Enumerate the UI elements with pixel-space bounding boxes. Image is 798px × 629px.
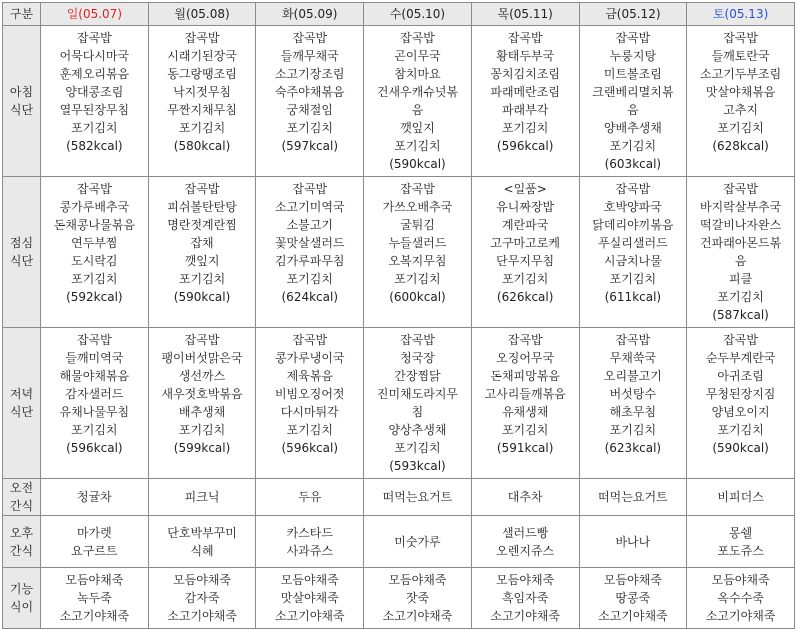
menu-item: 오징어무국: [496, 351, 555, 365]
menu-item: 오복지무침: [388, 254, 447, 268]
menu-item: 낙지젓무침: [173, 85, 232, 99]
menu-item: 생선까스: [178, 369, 226, 383]
row-label-text: 식단: [9, 254, 34, 268]
menu-item: 파래부각: [501, 103, 549, 117]
row-label-text: 식이: [9, 600, 34, 614]
meal-row-snack-pm: [3, 516, 795, 568]
menu-item: 양념오이지: [711, 405, 770, 419]
menu-item: 파래메란조림: [490, 85, 560, 99]
menu-item: 잡곡밥: [400, 31, 435, 45]
header-row: [3, 3, 795, 26]
row-label-text: 아침: [9, 85, 34, 99]
menu-item: 잡곡밥: [76, 333, 112, 347]
menu-item: 청국장: [400, 351, 435, 365]
menu-item: 떠먹는요거트: [598, 490, 668, 504]
menu-cell-snack-pm-sun: [41, 516, 149, 568]
row-label-text: 식단: [9, 103, 34, 117]
menu-cell-func-tue: [256, 568, 364, 629]
menu-item: 음: [734, 254, 747, 268]
menu-item: 고구마고로케: [490, 236, 560, 250]
menu-cell-lunch-thu: [471, 177, 579, 328]
menu-item: (628kcal): [712, 139, 769, 153]
menu-item: 시래기된장국: [167, 49, 237, 63]
menu-item: 바나나: [615, 534, 651, 549]
menu-item: 고추지: [723, 103, 758, 117]
menu-item: 명란젓계란찜: [167, 218, 237, 232]
menu-item: (590kcal): [173, 290, 231, 304]
menu-cell-snack-am-wed: [364, 479, 472, 516]
menu-body: [3, 26, 795, 629]
menu-item: 포기김치: [717, 121, 764, 135]
menu-cell-lunch-tue: [256, 177, 364, 328]
menu-item: 음: [411, 103, 424, 117]
menu-cell-dinner-sat: [687, 328, 795, 479]
menu-item: 맛살야채볶음: [705, 85, 776, 99]
menu-item: 감자샐러드: [65, 387, 124, 401]
row-label-text: 오전: [9, 481, 34, 495]
day-header-sat: 토(05.13): [687, 3, 795, 26]
menu-item: 푸실리샐러드: [598, 236, 668, 250]
menu-item: 모듬야채죽: [280, 573, 339, 587]
menu-item: 마가렛: [76, 525, 112, 540]
day-header-sun: 일(05.07): [41, 3, 149, 26]
menu-item: 순두부계란국: [705, 351, 776, 365]
menu-item: 소고기야채죽: [167, 609, 237, 623]
menu-item: 피쉬볼탄탄탕: [167, 200, 237, 214]
menu-item: 피크닉: [184, 490, 220, 504]
menu-item: 무청된장지짐: [705, 387, 776, 401]
menu-item: 녹두죽: [76, 591, 112, 605]
menu-item: (590kcal): [712, 441, 769, 455]
meal-row-breakfast: [3, 26, 795, 177]
menu-cell-dinner-fri: [579, 328, 687, 479]
menu-item: 가쓰오배추국: [382, 200, 453, 214]
menu-item: 숙주야채볶음: [274, 85, 345, 99]
menu-item: (623kcal): [604, 441, 662, 455]
menu-item: 포기김치: [609, 139, 657, 153]
menu-item: (593kcal): [389, 459, 446, 473]
menu-item: 굴튀김: [400, 218, 435, 232]
menu-item: 잡채: [190, 236, 214, 250]
menu-cell-lunch-sun: [41, 177, 149, 328]
menu-item: 잡곡밥: [507, 31, 543, 45]
menu-item: 곤이무국: [394, 49, 441, 63]
menu-item: 사과쥬스: [286, 543, 333, 558]
menu-item: 침: [411, 405, 424, 419]
menu-item: 포기김치: [71, 272, 118, 286]
menu-item: 해초무침: [609, 405, 657, 419]
day-header-wed: 수(05.10): [364, 3, 472, 26]
menu-item: 잡곡밥: [615, 333, 651, 347]
menu-item: 닭데리야끼볶음: [592, 218, 674, 232]
menu-item: 미숫가루: [394, 534, 441, 549]
menu-item: 해물야채볶음: [59, 369, 130, 383]
menu-item: 진미채도라지무: [376, 387, 459, 401]
menu-item: 포기김치: [178, 121, 226, 135]
menu-item: 포기김치: [71, 121, 118, 135]
menu-item: 포도쥬스: [717, 543, 764, 558]
menu-item: 팽이버섯맑은국: [161, 351, 243, 365]
menu-item: (626kcal): [496, 290, 554, 304]
menu-cell-snack-pm-mon: [148, 516, 256, 568]
menu-cell-breakfast-sun: [41, 26, 149, 177]
menu-cell-dinner-mon: [148, 328, 256, 479]
menu-item: 모듬야채죽: [603, 573, 662, 587]
menu-item: 꽁치김치조림: [490, 67, 560, 81]
menu-cell-dinner-tue: [256, 328, 364, 479]
menu-item: 바지락살부추국: [700, 200, 782, 214]
menu-item: 시금치나물: [603, 254, 662, 268]
menu-item: (591kcal): [496, 441, 554, 455]
menu-item: 제육볶음: [286, 369, 333, 383]
menu-item: 소고기야채죽: [382, 609, 453, 623]
menu-item: 들깨토란국: [711, 49, 770, 63]
menu-item: 건새우캐슈넛볶: [376, 85, 459, 99]
menu-item: 건파래아몬드볶: [700, 236, 782, 250]
menu-cell-func-fri: [579, 568, 687, 629]
day-header-thu: 목(05.11): [471, 3, 579, 26]
menu-item: 새우젓호박볶음: [161, 387, 243, 401]
menu-item: 포기김치: [501, 423, 549, 437]
menu-item: 포기김치: [609, 423, 657, 437]
menu-cell-snack-pm-tue: [256, 516, 364, 568]
menu-item: 돈채피망볶음: [490, 369, 560, 383]
menu-item: 궁채절임: [286, 103, 333, 117]
menu-cell-breakfast-fri: [579, 26, 687, 177]
row-label-text: 간식: [9, 543, 34, 558]
meal-row-snack-am: [3, 479, 795, 516]
menu-item: 감자죽: [184, 591, 220, 605]
menu-item: 배추생채: [178, 405, 226, 419]
menu-item: 포기김치: [178, 423, 226, 437]
menu-item: 소고기야채죽: [598, 609, 668, 623]
menu-item: (603kcal): [604, 157, 662, 171]
menu-item: 모듬야채죽: [496, 573, 555, 587]
menu-item: 잡곡밥: [184, 333, 220, 347]
menu-cell-dinner-wed: [364, 328, 472, 479]
menu-item: 잡곡밥: [615, 182, 651, 196]
menu-item: 동그랑땡조림: [167, 67, 237, 81]
menu-item: 잡곡밥: [184, 182, 220, 196]
menu-item: (597kcal): [281, 139, 339, 153]
row-label-snack-pm: [3, 516, 41, 568]
menu-item: (582kcal): [66, 139, 123, 153]
menu-item: (587kcal): [712, 308, 769, 322]
meal-row-lunch: [3, 177, 795, 328]
menu-item: 떠먹는요거트: [382, 490, 453, 504]
menu-item: 포기김치: [286, 272, 333, 286]
menu-item: 잣죽: [405, 591, 430, 605]
menu-item: (590kcal): [389, 157, 446, 171]
menu-item: 잡곡밥: [76, 31, 112, 45]
menu-item: 음: [627, 103, 639, 117]
menu-item: 포기김치: [501, 121, 549, 135]
row-label-breakfast: [3, 26, 41, 177]
menu-item: 카스타드: [286, 525, 333, 540]
menu-item: 고사리들깨볶음: [484, 387, 566, 401]
menu-item: 들깨미역국: [65, 351, 124, 365]
menu-item: 떡갈비나자완스: [700, 218, 782, 232]
menu-item: 소고기야채죽: [274, 609, 345, 623]
menu-item: 잡곡밥: [400, 182, 435, 196]
menu-item: (600kcal): [389, 290, 446, 304]
menu-cell-dinner-thu: [471, 328, 579, 479]
menu-item: (599kcal): [173, 441, 231, 455]
menu-item: (596kcal): [66, 441, 123, 455]
menu-item: 몽쉘: [729, 525, 753, 540]
menu-item: 비빔오징어젓: [274, 387, 345, 401]
menu-item: 어묵다시마국: [59, 49, 130, 63]
menu-cell-lunch-mon: [148, 177, 256, 328]
menu-item: 오렌지쥬스: [496, 543, 555, 558]
menu-item: 계란파국: [501, 218, 549, 232]
menu-item: 포기김치: [178, 272, 226, 286]
row-label-dinner: [3, 328, 41, 479]
menu-item: 잡곡밥: [723, 182, 758, 196]
menu-item: 간장찜닭: [394, 369, 441, 383]
menu-item: 오리불고기: [603, 369, 662, 383]
meal-row-func: [3, 568, 795, 629]
menu-item: 청귤차: [76, 490, 112, 504]
menu-item: 연두부찜: [71, 236, 118, 250]
menu-item: 양대콩조림: [65, 85, 124, 99]
menu-item: 꽃맛살샐러드: [274, 236, 345, 250]
menu-item: 김가루파무침: [274, 254, 345, 268]
menu-item: (624kcal): [281, 290, 339, 304]
menu-item: 황태두부국: [496, 49, 555, 63]
menu-item: 소고기장조림: [274, 67, 345, 81]
meal-row-dinner: [3, 328, 795, 479]
menu-item: 소고기야채죽: [705, 609, 776, 623]
menu-cell-lunch-wed: [364, 177, 472, 328]
row-label-text: 식단: [9, 405, 34, 419]
menu-cell-func-thu: [471, 568, 579, 629]
menu-item: 모듬야채죽: [65, 573, 124, 587]
menu-item: 잡곡밥: [292, 333, 328, 347]
menu-item: 잡곡밥: [723, 31, 758, 45]
menu-item: 깻잎지: [400, 121, 435, 135]
menu-item: 잡곡밥: [76, 182, 112, 196]
day-header-fri: 금(05.12): [579, 3, 687, 26]
menu-cell-func-sun: [41, 568, 149, 629]
menu-item: 잡곡밥: [292, 182, 328, 196]
menu-cell-snack-pm-wed: [364, 516, 472, 568]
day-header-tue: 화(05.09): [256, 3, 364, 26]
menu-item: 포기김치: [71, 423, 118, 437]
row-label-lunch: [3, 177, 41, 328]
menu-cell-snack-am-mon: [148, 479, 256, 516]
menu-cell-lunch-fri: [579, 177, 687, 328]
menu-item: 맛살야채죽: [280, 591, 339, 605]
menu-item: 소고기야채죽: [59, 609, 130, 623]
menu-item: (596kcal): [496, 139, 554, 153]
menu-item: 식혜: [190, 543, 214, 558]
menu-item: 무짠지채무침: [167, 103, 237, 117]
weekly-menu-table: [2, 2, 795, 629]
menu-cell-snack-am-sun: [41, 479, 149, 516]
menu-item: 잡곡밥: [184, 31, 220, 45]
menu-item: 포기김치: [609, 272, 657, 286]
menu-item: 열무된장무침: [59, 103, 130, 117]
menu-item: 유채나물무침: [59, 405, 130, 419]
row-label-func: [3, 568, 41, 629]
menu-cell-breakfast-sat: [687, 26, 795, 177]
menu-item: 누들샐러드: [388, 236, 447, 250]
menu-item: 양상추생채: [388, 423, 447, 437]
menu-item: 포기김치: [394, 272, 441, 286]
menu-cell-snack-pm-fri: [579, 516, 687, 568]
menu-item: 훈제오리볶음: [59, 67, 130, 81]
menu-cell-snack-am-thu: [471, 479, 579, 516]
menu-item: 크랜베리멸치볶: [592, 85, 674, 99]
menu-item: 피클: [729, 272, 753, 286]
row-label-snack-am: [3, 479, 41, 516]
menu-cell-snack-pm-thu: [471, 516, 579, 568]
menu-cell-breakfast-mon: [148, 26, 256, 177]
menu-item: <일품>: [503, 182, 547, 196]
menu-item: 포기김치: [286, 121, 333, 135]
menu-cell-breakfast-thu: [471, 26, 579, 177]
menu-item: 들깨무채국: [280, 49, 339, 63]
menu-item: 소불고기: [286, 218, 333, 232]
menu-item: 요구르트: [71, 543, 118, 558]
menu-item: 잡곡밥: [507, 333, 543, 347]
menu-item: 도시락김: [71, 254, 118, 268]
menu-item: (611kcal): [604, 290, 662, 304]
menu-cell-snack-am-tue: [256, 479, 364, 516]
menu-item: 잡곡밥: [615, 31, 651, 45]
row-label-text: 기능: [9, 582, 34, 596]
menu-item: 포기김치: [286, 423, 333, 437]
header-label: 구분: [3, 3, 41, 26]
menu-item: 흑임자죽: [501, 591, 549, 605]
menu-item: 버섯탕수: [609, 387, 657, 401]
row-label-text: 점심: [9, 236, 34, 250]
menu-item: 아귀조림: [717, 369, 764, 383]
menu-item: 단호박부꾸미: [167, 525, 237, 540]
menu-item: 옥수수죽: [717, 591, 764, 605]
menu-cell-snack-pm-sat: [687, 516, 795, 568]
menu-item: 모듬야채죽: [711, 573, 770, 587]
menu-item: (596kcal): [281, 441, 339, 455]
menu-cell-func-sat: [687, 568, 795, 629]
menu-item: 단무지무침: [496, 254, 555, 268]
menu-item: 호박양파국: [603, 200, 662, 214]
menu-cell-snack-am-fri: [579, 479, 687, 516]
menu-item: 잡곡밥: [723, 333, 758, 347]
menu-cell-breakfast-wed: [364, 26, 472, 177]
menu-item: 소고기두부조림: [700, 67, 782, 81]
menu-item: 포기김치: [501, 272, 549, 286]
menu-item: 두유: [298, 490, 322, 504]
menu-cell-breakfast-tue: [256, 26, 364, 177]
menu-item: 포기김치: [717, 290, 764, 304]
menu-item: 비피더스: [717, 490, 764, 504]
menu-item: 다시마튀각: [280, 405, 339, 419]
menu-item: 유채생채: [501, 405, 549, 419]
menu-item: 잡곡밥: [292, 31, 328, 45]
menu-item: 깻잎지: [184, 254, 220, 268]
menu-item: 모듬야채죽: [173, 573, 232, 587]
menu-item: 소고기미역국: [274, 200, 345, 214]
menu-cell-lunch-sat: [687, 177, 795, 328]
menu-item: 모듬야채죽: [388, 573, 447, 587]
day-header-mon: 월(05.08): [148, 3, 256, 26]
menu-item: 포기김치: [717, 423, 764, 437]
row-label-text: 오후: [9, 525, 34, 540]
menu-item: 대추차: [507, 490, 543, 504]
menu-item: 샐러드빵: [501, 525, 549, 540]
menu-item: (580kcal): [173, 139, 231, 153]
menu-cell-func-mon: [148, 568, 256, 629]
menu-cell-func-wed: [364, 568, 472, 629]
menu-item: 소고기야채죽: [490, 609, 560, 623]
menu-item: 미트볼조림: [603, 67, 662, 81]
menu-item: 유니짜장밥: [496, 200, 555, 214]
menu-item: (592kcal): [66, 290, 123, 304]
menu-item: 콩가루냉이국: [274, 351, 345, 365]
row-label-text: 간식: [9, 499, 34, 513]
menu-item: 양배추생채: [603, 121, 662, 135]
menu-item: 참치마요: [394, 67, 441, 81]
menu-item: 포기김치: [394, 139, 441, 153]
menu-item: 무채쑥국: [609, 351, 657, 365]
menu-item: 포기김치: [394, 441, 441, 455]
menu-item: 잡곡밥: [400, 333, 435, 347]
menu-item: 돈채콩나물볶음: [53, 218, 135, 232]
menu-item: 땅콩죽: [615, 591, 651, 605]
row-label-text: 저녁: [9, 387, 34, 401]
menu-cell-snack-am-sat: [687, 479, 795, 516]
menu-item: 콩가루배추국: [59, 200, 130, 214]
menu-item: 누룽지탕: [609, 49, 657, 63]
menu-cell-dinner-sun: [41, 328, 149, 479]
